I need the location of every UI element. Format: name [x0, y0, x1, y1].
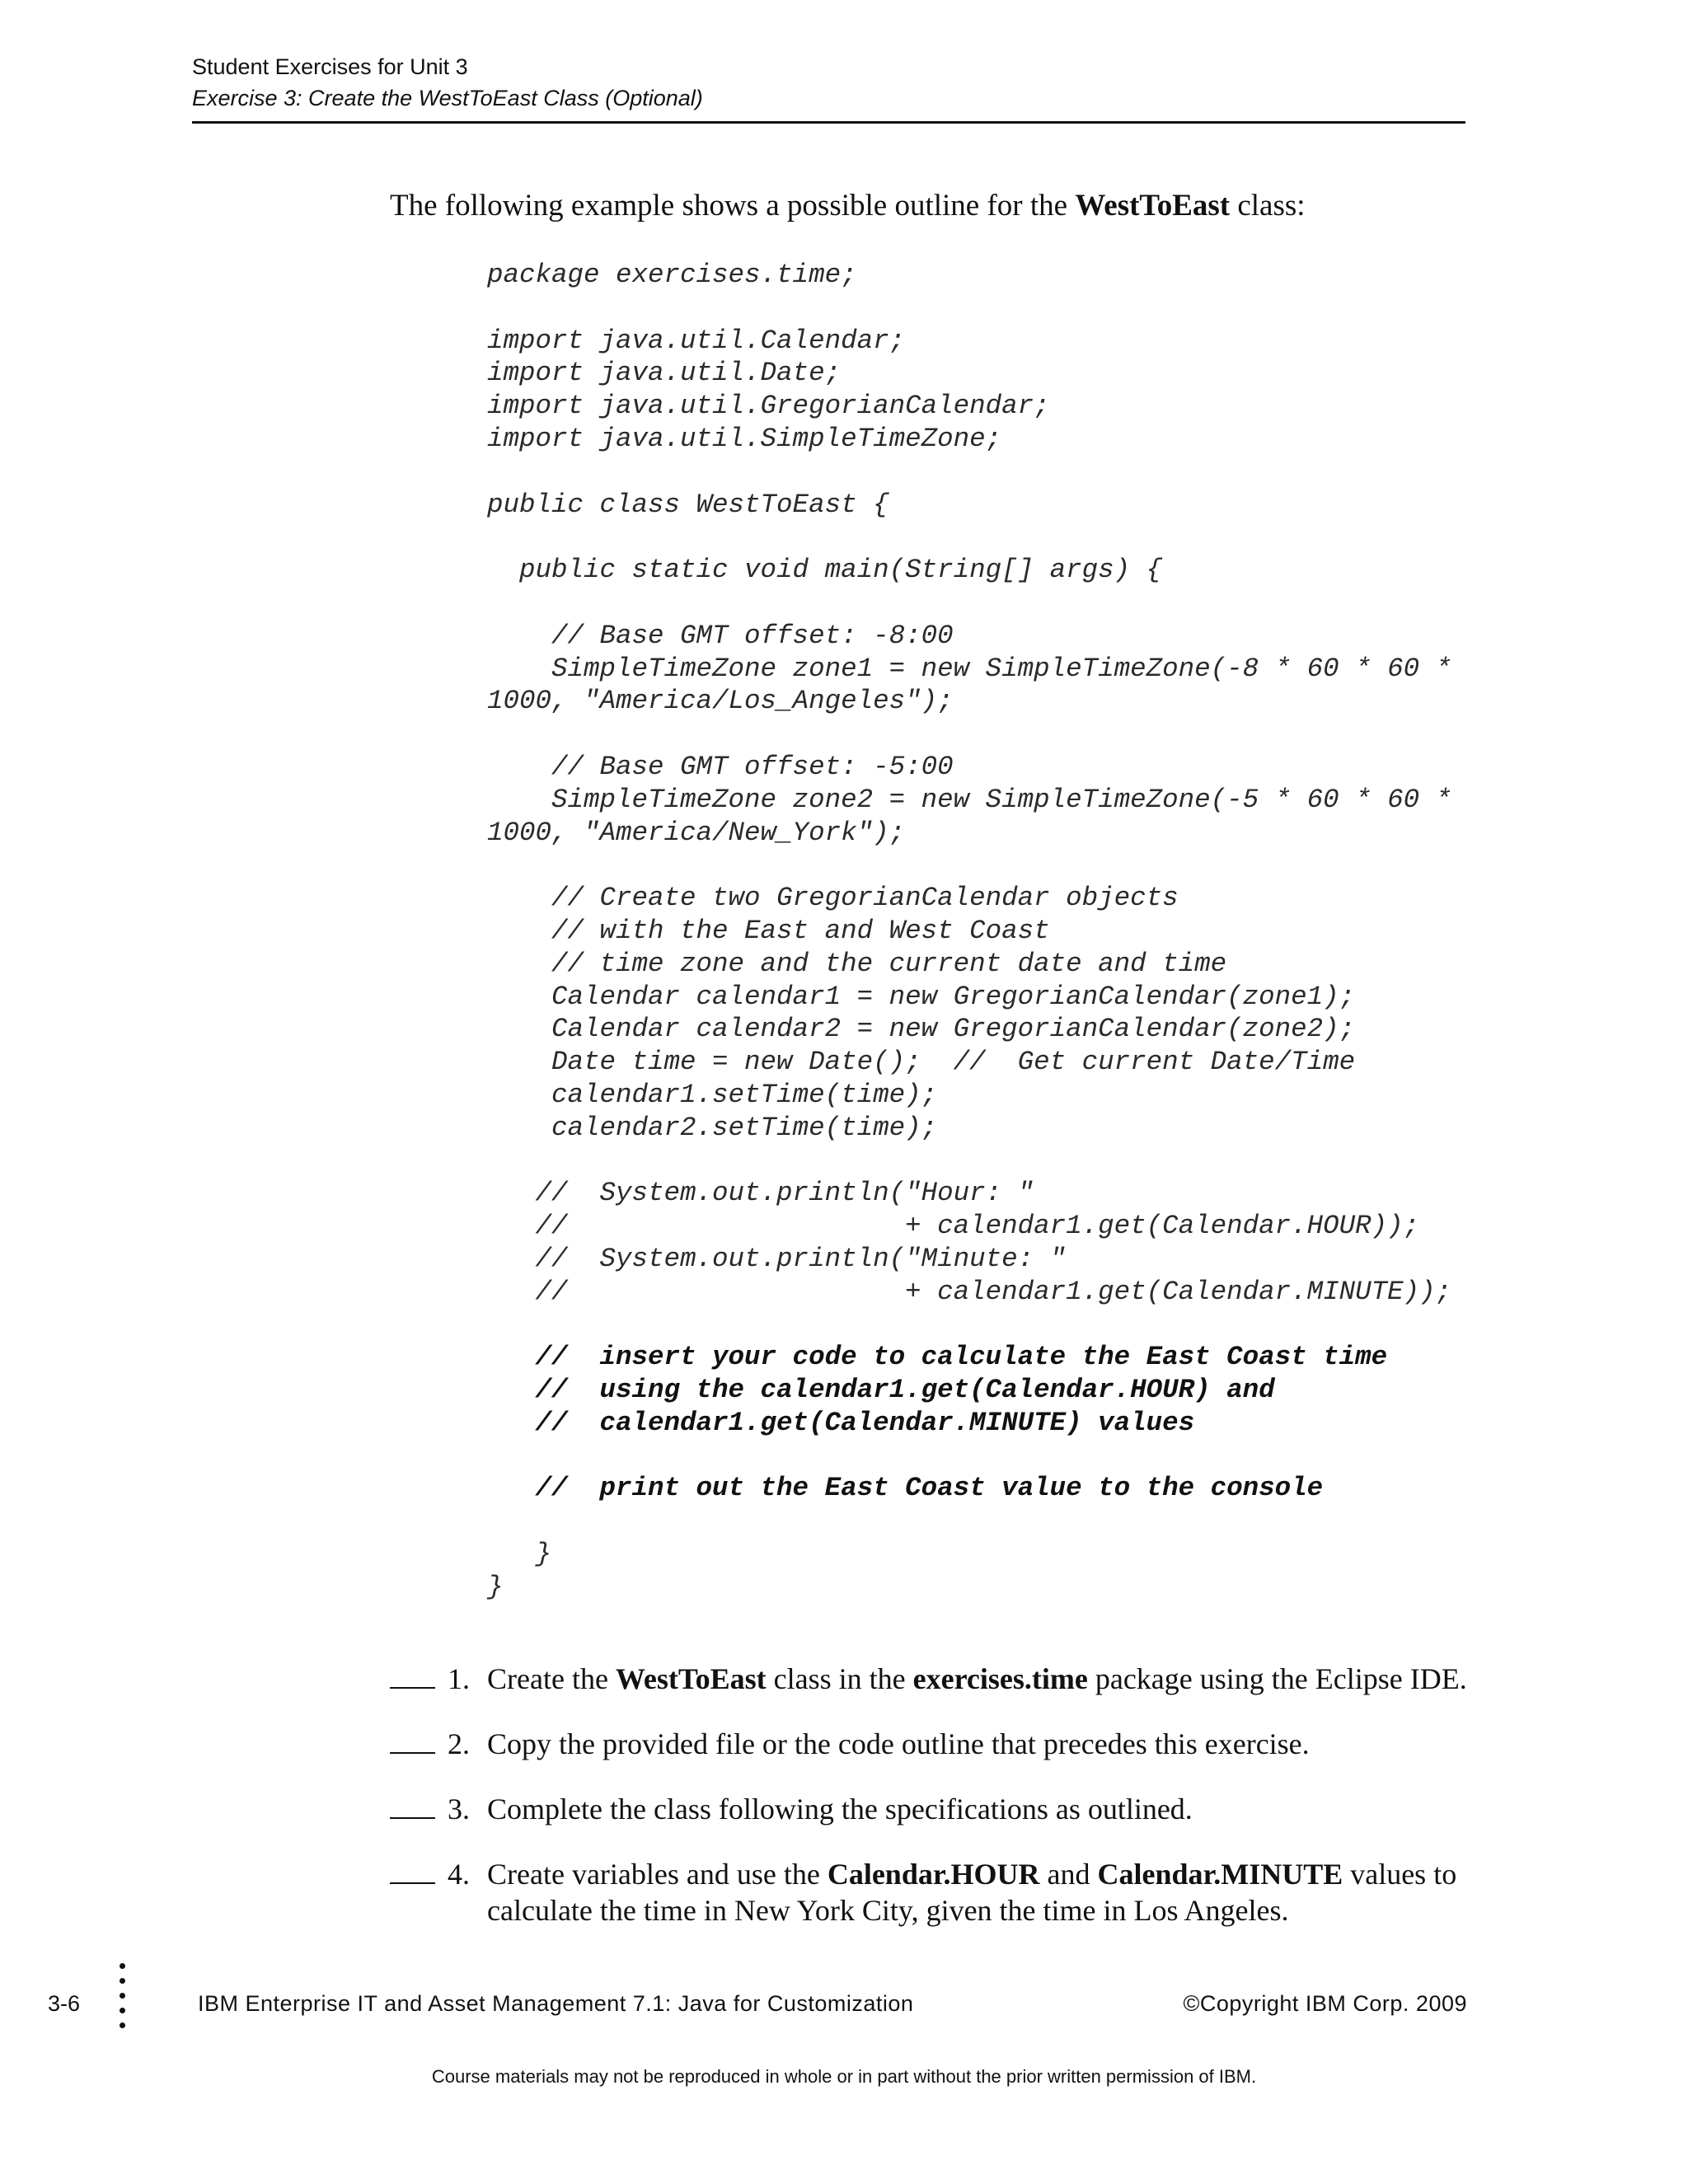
exercise-step	[390, 1726, 1478, 1762]
code-line: // with the East and West Coast	[487, 915, 1050, 946]
code-line: // time zone and the current date and time	[487, 948, 1227, 979]
step-text-part: values to calculate the time in New York City, given the time in Los Angeles.	[487, 1858, 1457, 1927]
step-text-part: Copy the provided file or the code outline that precedes this exercise.	[487, 1727, 1310, 1760]
step-number: 4.	[440, 1858, 470, 1891]
step-number: 1.	[440, 1662, 470, 1695]
code-listing	[487, 259, 1451, 1604]
step-number: 2.	[440, 1727, 470, 1760]
code-line: import java.util.GregorianCalendar;	[487, 391, 1050, 422]
code-line: // print out the East Coast value to the console	[487, 1473, 1324, 1504]
footer-copyright: ©Copyright IBM Corp. 2009	[1183, 1991, 1467, 2016]
header-unit-title: Student Exercises for Unit 3	[192, 54, 468, 79]
code-line: calendar2.setTime(time);	[487, 1112, 938, 1143]
step-text	[487, 1661, 1478, 1697]
step-text-part: and	[1039, 1858, 1098, 1891]
step-text-emphasis: exercises.time	[912, 1662, 1088, 1695]
exercise-step	[390, 1791, 1478, 1827]
code-line: package exercises.time;	[487, 260, 857, 290]
exercise-steps	[390, 1661, 1478, 1957]
step-text	[487, 1791, 1478, 1827]
code-line: Calendar calendar1 = new GregorianCalendar(zone1);	[487, 981, 1356, 1012]
footer-legal-note: Course materials may not be reproduced in whole or in part without the prior written permission of IBM.	[431, 2066, 1257, 2087]
step-checkmark-blank	[390, 1726, 487, 1762]
code-line: // Base GMT offset: -8:00	[487, 620, 954, 651]
code-line: // System.out.println("Minute: "	[487, 1243, 1067, 1274]
header-divider	[192, 121, 1465, 124]
code-line: }	[487, 1539, 552, 1570]
code-line: Date time = new Date(); // Get current Date/Time	[487, 1047, 1356, 1078]
step-number: 3.	[440, 1793, 470, 1825]
step-text-part: Create the	[487, 1662, 616, 1695]
code-line: // calendar1.get(Calendar.MINUTE) values	[487, 1407, 1195, 1438]
step-text-emphasis: Calendar.HOUR	[827, 1858, 1040, 1891]
intro-paragraph	[390, 186, 1306, 226]
step-text-emphasis: WestToEast	[615, 1662, 767, 1695]
step-text-emphasis: Calendar.MINUTE	[1097, 1858, 1343, 1891]
code-line: // System.out.println("Hour: "	[487, 1178, 1034, 1209]
code-line: // insert your code to calculate the East Coast time	[487, 1342, 1388, 1373]
code-line: 1000, "America/Los_Angeles");	[487, 686, 954, 717]
code-line: }	[487, 1571, 504, 1602]
page-number: 3-6	[48, 1991, 81, 2016]
step-text	[487, 1856, 1478, 1929]
code-line: public class WestToEast {	[487, 489, 889, 520]
footer-course-title: IBM Enterprise IT and Asset Management 7.1: Java for Customization	[198, 1991, 914, 2016]
code-line: // using the calendar1.get(Calendar.HOUR) and	[487, 1375, 1275, 1406]
step-checkmark-blank	[390, 1791, 487, 1827]
step-text	[487, 1726, 1478, 1762]
step-checkmark-blank	[390, 1661, 487, 1697]
code-line: // Create two GregorianCalendar objects	[487, 883, 1179, 914]
intro-prefix: The following example shows a possible outline for the	[390, 189, 1076, 223]
footer-dots-decoration	[120, 1963, 128, 2037]
code-line: import java.util.SimpleTimeZone;	[487, 423, 1002, 454]
step-text-part: Create variables and use the	[487, 1858, 828, 1891]
code-line: // + calendar1.get(Calendar.HOUR));	[487, 1211, 1420, 1242]
code-line: calendar1.setTime(time);	[487, 1079, 938, 1110]
exercise-step	[390, 1661, 1478, 1697]
step-text-part: package using the Eclipse IDE.	[1087, 1662, 1467, 1695]
intro-class-name: WestToEast	[1075, 189, 1231, 223]
code-line: // + calendar1.get(Calendar.MINUTE));	[487, 1276, 1452, 1307]
code-line: // Base GMT offset: -5:00	[487, 751, 954, 782]
code-line: import java.util.Date;	[487, 358, 842, 389]
code-line: SimpleTimeZone zone1 = new SimpleTimeZone(-8 * 60 * 60 *	[487, 653, 1452, 684]
page-header	[192, 51, 1465, 114]
header-exercise-title: Exercise 3: Create the WestToEast Class (Optional)	[192, 86, 703, 110]
step-text-part: class in the	[766, 1662, 913, 1695]
exercise-step	[390, 1856, 1478, 1929]
code-line: SimpleTimeZone zone2 = new SimpleTimeZone(-5 * 60 * 60 *	[487, 784, 1452, 815]
step-text-part: Complete the class following the specifications as outlined.	[487, 1793, 1193, 1825]
intro-suffix: class:	[1230, 189, 1306, 223]
code-line: public static void main(String[] args) {	[487, 555, 1163, 586]
code-line: 1000, "America/New_York");	[487, 817, 906, 848]
code-line: Calendar calendar2 = new GregorianCalendar(zone2);	[487, 1014, 1356, 1045]
code-line: import java.util.Calendar;	[487, 325, 906, 356]
step-checkmark-blank	[390, 1856, 487, 1892]
